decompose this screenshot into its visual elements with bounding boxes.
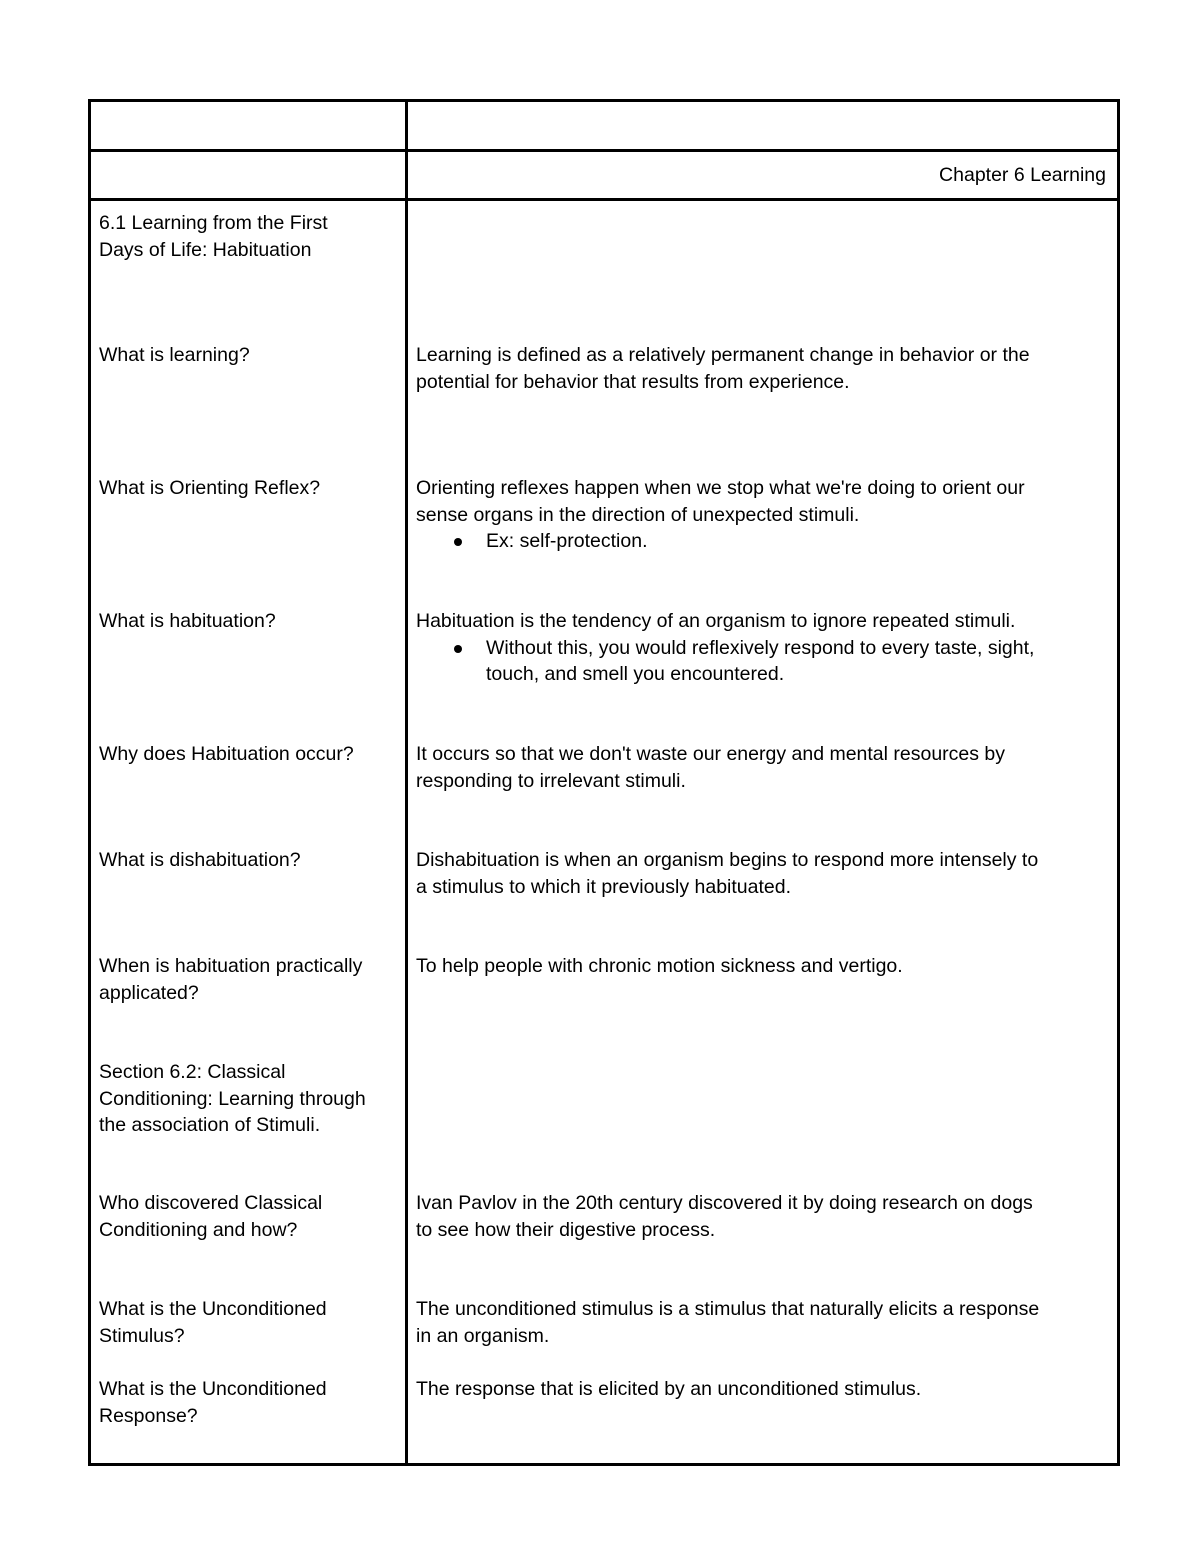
bullet-line: touch, and smell you encountered. — [486, 663, 785, 685]
page-title: Chapter 6 Learning — [939, 164, 1106, 186]
row-divider-top — [91, 149, 1117, 152]
cue-question — [99, 1376, 399, 1429]
cue-line: What is the Unconditioned — [99, 1378, 327, 1400]
answer-line: To help people with chronic motion sickness and vertigo. — [416, 955, 903, 977]
cornell-notes-table — [88, 99, 1120, 1466]
answer-line: in an organism. — [416, 1324, 550, 1347]
bullet-list — [416, 528, 1111, 555]
answer-text — [416, 475, 1111, 555]
cue-line: Conditioning and how? — [99, 1218, 298, 1241]
answer-line: to see how their digestive process. — [416, 1218, 716, 1241]
bullet-dot-icon — [454, 645, 462, 653]
answer-line: responding to irrelevant stimuli. — [416, 769, 686, 792]
cue-line: Section 6.2: Classical — [99, 1061, 286, 1083]
cue-line: When is habituation practically — [99, 955, 363, 977]
answer-line: Orienting reflexes happen when we stop what we're doing to orient our — [416, 477, 1025, 499]
answer-line: The unconditioned stimulus is a stimulus that naturally elicits a response — [416, 1298, 1040, 1320]
answer-line: It occurs so that we don't waste our energy and mental resources by — [416, 743, 1006, 765]
answer-text — [416, 608, 1111, 688]
bullet-dot-icon — [454, 538, 462, 546]
answer-line: a stimulus to which it previously habituated. — [416, 875, 792, 898]
cue-line: Stimulus? — [99, 1324, 185, 1347]
cue-line: What is dishabituation? — [99, 849, 301, 871]
cue-question — [99, 608, 399, 635]
bullet-list — [416, 635, 1111, 688]
cue-question — [99, 741, 399, 768]
bullet-item — [416, 528, 1111, 555]
answer-text — [416, 1296, 1111, 1349]
answer-text — [416, 953, 1111, 980]
cue-question — [99, 953, 399, 1006]
cue-question — [99, 1059, 399, 1139]
answer-text — [416, 1376, 1111, 1403]
answer-line: Learning is defined as a relatively permanent change in behavior or the — [416, 344, 1030, 366]
cue-line: What is learning? — [99, 344, 250, 366]
row-divider-title — [91, 198, 1117, 201]
cue-line: the association of Stimuli. — [99, 1114, 321, 1136]
bullet-line: Ex: self-protection. — [486, 530, 648, 552]
cue-line: applicated? — [99, 981, 199, 1004]
answer-text — [416, 847, 1111, 900]
cue-question — [99, 1296, 399, 1349]
answer-line: sense organs in the direction of unexpected stimuli. — [416, 503, 860, 526]
cue-line: 6.1 Learning from the First — [99, 212, 328, 234]
bullet-line: Without this, you would reflexively respond to every taste, sight, — [486, 636, 1035, 659]
answer-line: Ivan Pavlov in the 20th century discovered it by doing research on dogs — [416, 1192, 1033, 1214]
cue-question — [99, 847, 399, 874]
cue-line: Days of Life: Habituation — [99, 238, 312, 261]
answer-text — [416, 1190, 1111, 1243]
cue-line: Who discovered Classical — [99, 1192, 323, 1214]
answer-line: Dishabituation is when an organism begins to respond more intensely to — [416, 849, 1039, 871]
bullet-item — [416, 635, 1111, 688]
cue-line: What is the Unconditioned — [99, 1298, 327, 1320]
cue-question — [99, 342, 399, 369]
column-divider — [405, 102, 408, 1463]
answer-line: potential for behavior that results from experience. — [416, 370, 850, 393]
answer-text — [416, 741, 1111, 794]
answer-line: The response that is elicited by an unconditioned stimulus. — [416, 1378, 922, 1400]
cue-line: What is Orienting Reflex? — [99, 477, 321, 499]
cue-question — [99, 1190, 399, 1243]
cue-line: Why does Habituation occur? — [99, 743, 354, 765]
cue-line: Response? — [99, 1404, 198, 1427]
cue-line: Conditioning: Learning through — [99, 1087, 366, 1110]
cue-line: What is habituation? — [99, 610, 276, 632]
cue-question — [99, 210, 399, 263]
answer-line: Habituation is the tendency of an organism to ignore repeated stimuli. — [416, 610, 1016, 632]
cue-question — [99, 475, 399, 502]
answer-text — [416, 342, 1111, 395]
